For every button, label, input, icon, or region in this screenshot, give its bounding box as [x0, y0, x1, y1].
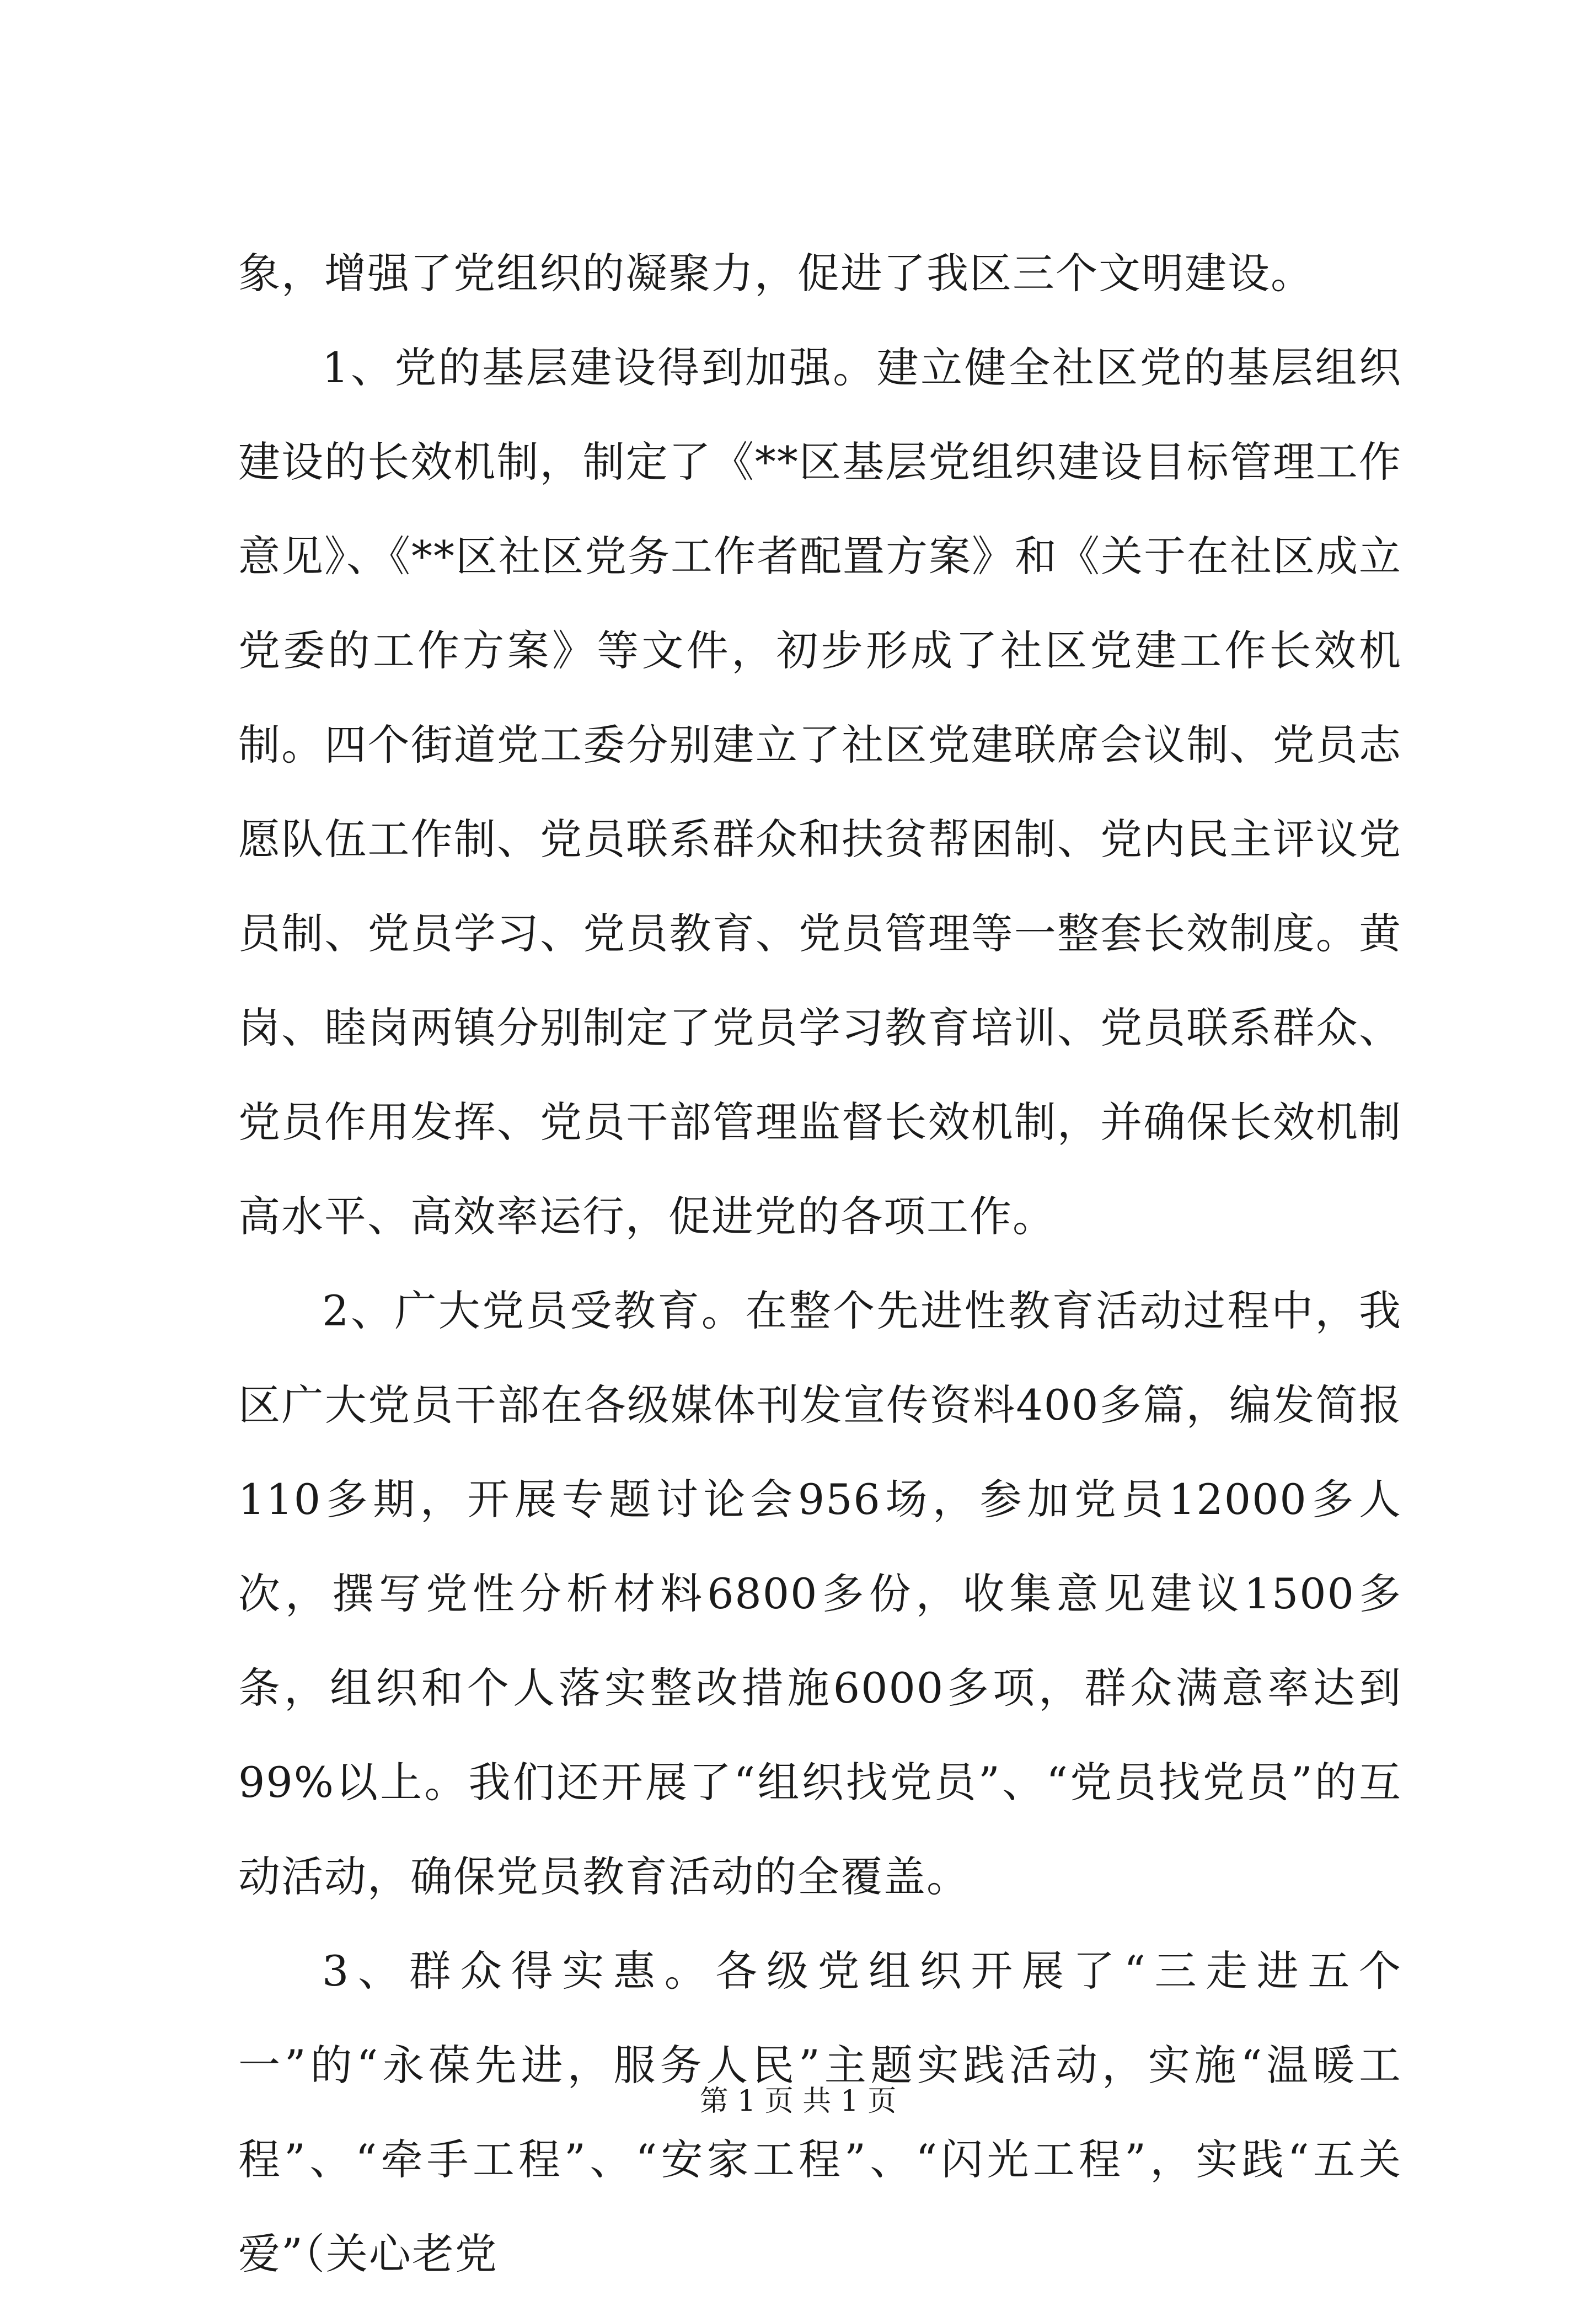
paragraph-item-3: 3、群众得实惠。各级党组织开展了“三走进五个一”的“永葆先进，服务人民”主题实践活动，实施“温暖工程”、“牵手工程”、“安家工程”、“闪光工程”，实践“五关爱”（关心老党	[238, 1946, 1402, 2278]
paragraph-item-2: 2、广大党员受教育。在整个先进性教育活动过程中，我区广大党员干部在各级媒体刊发宣传资料400多篇，编发简报110多期，开展专题讨论会956场，参加党员12000多人次，撰写党性分析材料6800多份，收集意见建议1500多条，组织和个人落实整改措施6000多项，群众满意率达到99%以上。我们还开展了“组织找党员”、“党员找党员”的互动活动，确保党员教育活动的全覆盖。	[238, 1286, 1402, 1901]
document-body	[238, 226, 1402, 2301]
paragraph-item-1: 1、党的基层建设得到加强。建立健全社区党的基层组织建设的长效机制，制定了《**区基层党组织建设目标管理工作意见》、《**区社区党务工作者配置方案》和《关于在社区成立党委的工作方案》等文件，初步形成了社区党建工作长效机制。四个街道党工委分别建立了社区党建联席会议制、党员志愿队伍工作制、党员联系群众和扶贫帮困制、党内民主评议党员制、党员学习、党员教育、党员管理等一整套长效制度。黄岗、睦岗两镇分别制定了党员学习教育培训、党员联系群众、党员作用发挥、党员干部管理监督长效机制，并确保长效机制高水平、高效率运行，促进党的各项工作。	[238, 343, 1402, 1241]
page-number-footer: 第 1 页 共 1 页	[699, 2085, 897, 2118]
paragraph-continuation: 象，增强了党组织的凝聚力，促进了我区三个文明建设。	[238, 249, 1314, 298]
